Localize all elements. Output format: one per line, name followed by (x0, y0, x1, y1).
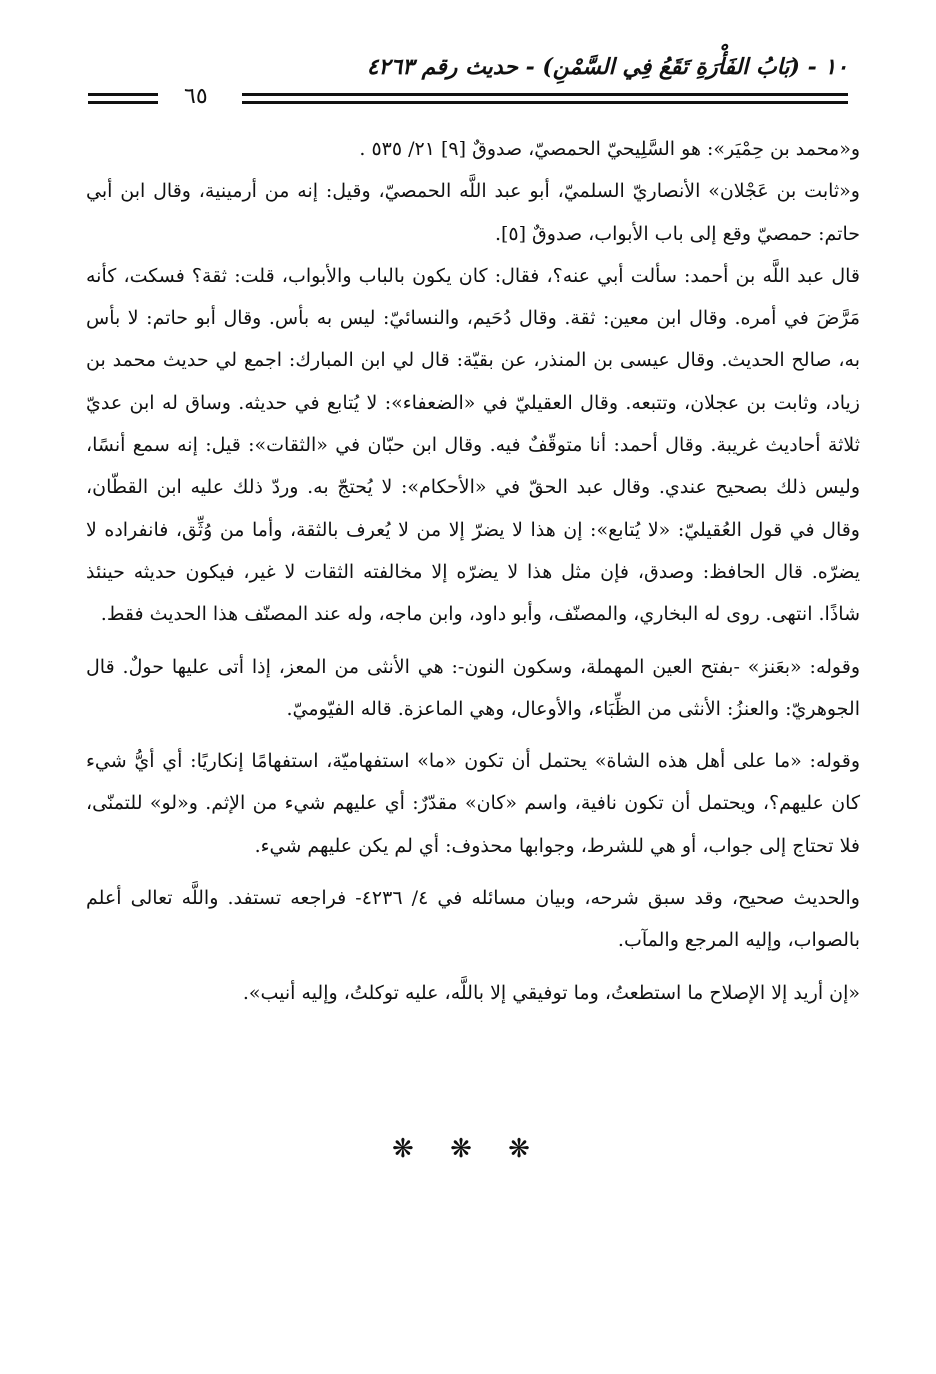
section-separator-stars: ❋ ❋ ❋ (392, 1134, 544, 1164)
paragraph-hadith-status: والحديث صحيح، وقد سبق شرحه، وبيان مسائله في ٤/ ٤٢٣٦- فراجعه تستفد. واللَّه تعالى أعلم بالصواب، وإليه المرجع والمآب. (86, 887, 860, 952)
header-rule (88, 101, 158, 104)
paragraph-narrator-ibn-himyar: و«محمد بن حِمْيَر»: هو السَّلِيحيّ الحمصيّ، صدوقٌ [٩] ٢١/ ٥٣٥ . (359, 138, 860, 160)
header-rule (242, 101, 848, 104)
page-body (86, 128, 860, 1014)
paragraph-closing-dua: «إن أريد إلا الإصلاح ما استطعتُ، وما توفيقي إلا باللَّه، عليه توكلتُ، وإليه أنيب». (242, 981, 860, 1004)
running-header-title: ١٠ - (بَابُ الفَأْرَةِ تَقَعُ فِي السَّمْنِ) - حديث رقم ٤٢٦٣ (366, 54, 848, 80)
paragraph-narrator-thabit: و«ثابت بن عَجْلان» الأنصاريّ السلميّ، أبو عبد اللَّه الحمصيّ، وقيل: إنه من أرمينية، وقال ابن أبي حاتم: حمصيّ وقع إلى باب الأبواب، صدوقٌ [٥]. (86, 180, 860, 245)
paragraph-ma-ala-ahl: وقوله: «ما على أهل هذه الشاة» يحتمل أن تكون «ما» استفهاميّة، استفهامًا إنكاريًا: أي أيُّ شيء كان عليهم؟، ويحتمل أن تكون نافية، واسم «كان» مقدّرٌ: أي عليهم شيء من الإثم. و«لو» للتمنّى، فلا تحتاج إلى جواب، أو هي للشرط، وجوابها محذوف: أي لم يكن عليهم شيء. (86, 750, 860, 857)
header-rule (88, 93, 158, 96)
running-header (88, 48, 848, 108)
paragraph-anz-definition: وقوله: «بعَنز» -بفتح العين المهملة، وسكون النون-: هي الأنثى من المعز، إذا أتى عليها حولٌ. قال الجوهريّ: والعنزُ: الأنثى من الظِّبَاء، والأوعال، وهي الماعزة. قاله الفيّوميّ. (86, 655, 860, 720)
page-number: ٦٥ (184, 84, 208, 109)
paragraph-narrator-evaluations: قال عبد اللَّه بن أحمد: سألت أبي عنه؟، فقال: كان يكون بالباب والأبواب، قلت: ثقة؟ فسكت، كأنه مَرَّضَ في أمره. وقال ابن معين: ثقة. وقال دُحَيم، والنسائيّ: ليس به بأس. وقال أبو حاتم: لا بأس به، صالح الحديث. وقال عيسى بن المنذر، عن بقيّة: قال لي ابن المبارك: اجمع لي حديث محمد بن زياد، وثابت بن عجلان، وتتبعه. وقال العقيليّ في «الضعفاء»: لا يُتابع في حديثه. وساق له ابن عديّ ثلاثة أحاديث غريبة. وقال أحمد: أنا متوقّفٌ فيه. وقال ابن حبّان في «الثقات»: قيل: إنه سمع أنسًا، وليس ذلك بصحيح عندي. وقال عبد الحقّ في «الأحكام»: لا يُحتجّ به. وردّ ذلك عليه ابن القطّان، وقال في قول العُقيليّ: «لا يُتابع»: إن هذا لا يضرّ إلا من لا يُعرف بالثقة، وأما من وُثِّق، فانفراده لا يضرّه. قال الحافظ: وصدق، فإن مثل هذا لا يضرّه إلا مخالفته الثقات لا غير، فيكون حديثه حينئذ شاذًا. انتهى. روى له البخاري، والمصنّف، وأبو داود، وابن ماجه، وله عند المصنّف هذا الحديث فقط. (86, 264, 860, 626)
header-rule (242, 93, 848, 96)
